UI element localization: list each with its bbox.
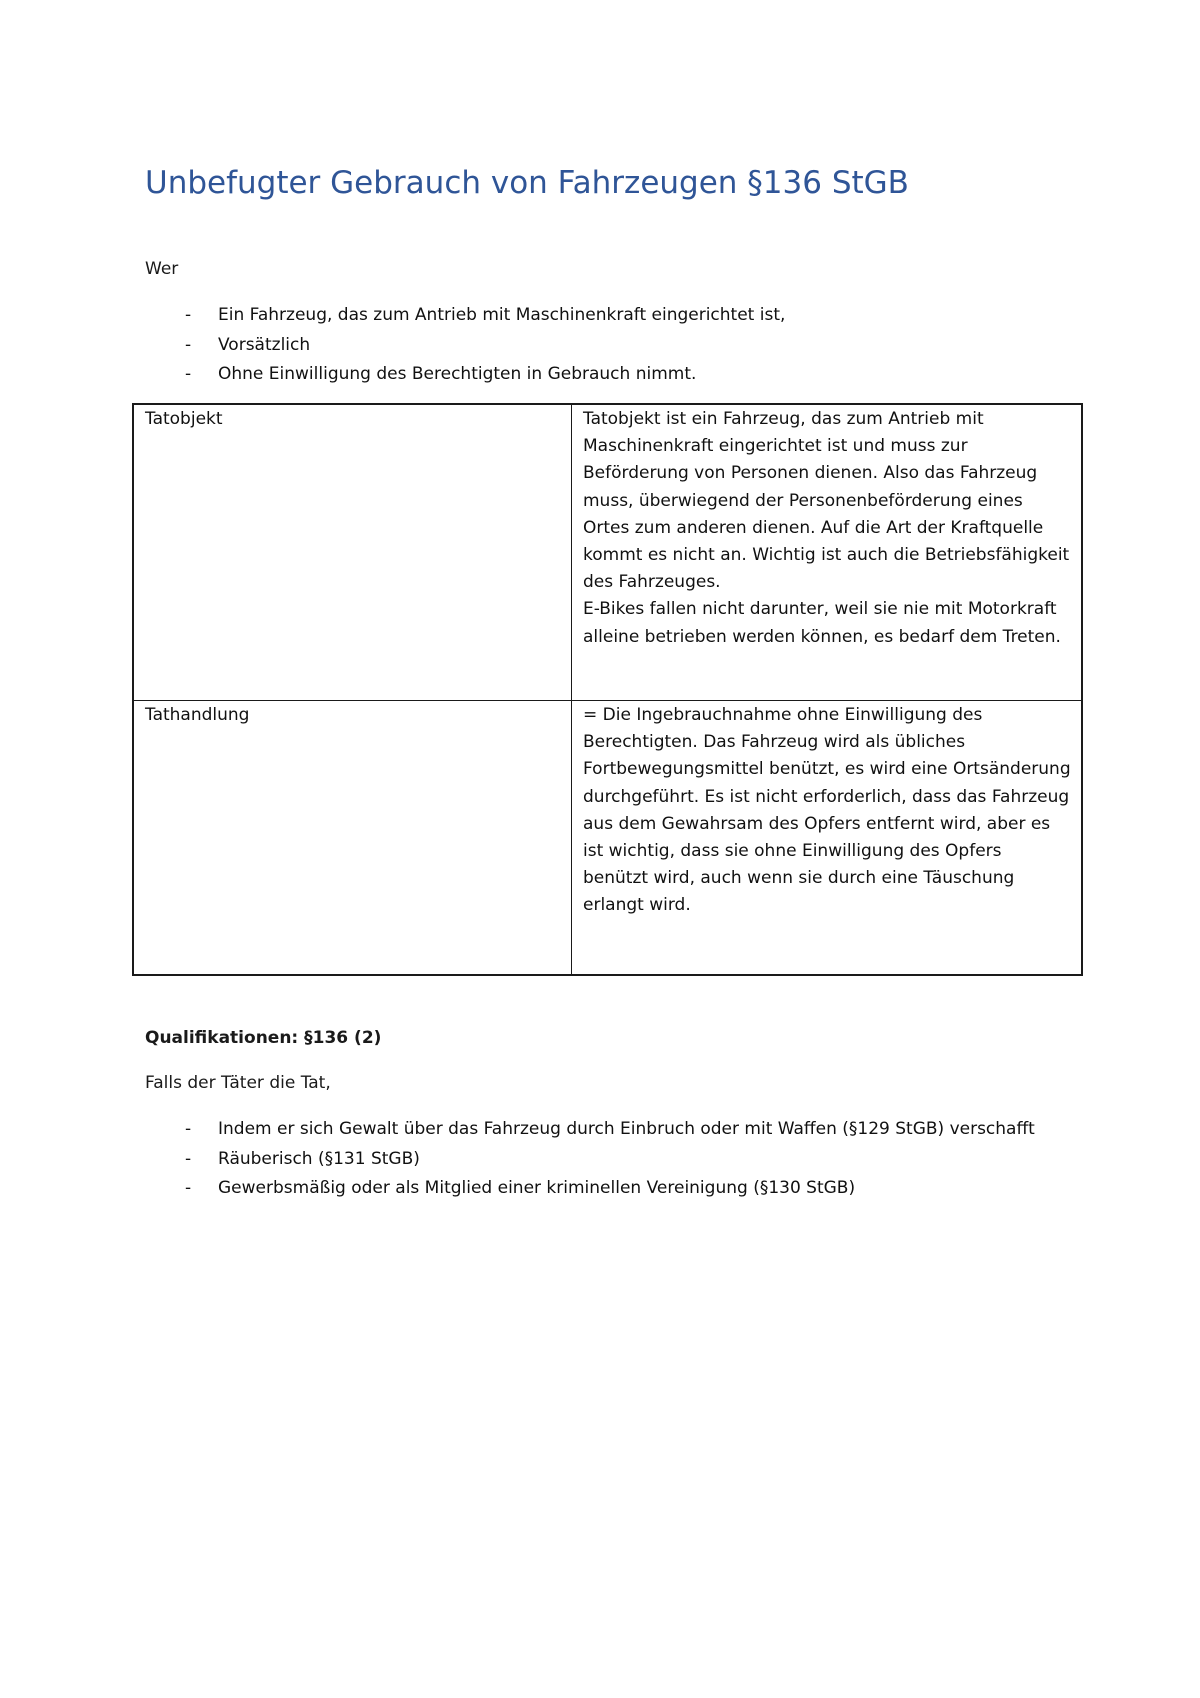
table-label-cell: Tathandlung	[133, 701, 572, 976]
list-dash: -	[185, 1119, 192, 1139]
list-dash: -	[185, 1148, 192, 1169]
list-dash: -	[185, 305, 192, 325]
cell-paragraph: Tatobjekt ist ein Fahrzeug, das zum Antrieb mit Maschinenkraft eingerichtet ist und muss zur Beförderung von Personen dienen. Also das Fahrzeug muss, überwiegend der Personenbeförderung eines Ortes zum anderen dienen. Auf die Art der Kraftquelle kommt es nicht an. Wichtig ist auch die Betriebsfähigkeit des Fahrzeuges.	[583, 409, 1070, 593]
qualifications-heading: Qualifikationen: §136 (2)	[145, 1028, 382, 1048]
falls-text: Falls der Täter die Tat,	[145, 1073, 331, 1093]
elements-list	[145, 301, 1045, 390]
list-item	[145, 360, 1045, 390]
list-item	[145, 1174, 1045, 1204]
document-title: Unbefugter Gebrauch von Fahrzeugen §136 StGB	[145, 165, 909, 201]
list-item-text: Vorsätzlich	[218, 334, 311, 355]
list-item-text: Räuberisch (§131 StGB)	[218, 1148, 420, 1169]
list-item	[145, 331, 1045, 361]
qualifications-list	[145, 1115, 1045, 1204]
cell-paragraph: E-Bikes fallen nicht darunter, weil sie nie mit Motorkraft alleine betrieben werden können, es bedarf dem Treten.	[583, 599, 1061, 647]
cell-paragraph: = Die Ingebrauchnahme ohne Einwilligung des Berechtigten. Das Fahrzeug wird als übliches Fortbewegungsmittel benützt, es wird eine Ortsänderung durchgeführt. Es ist nicht erforderlich, dass das Fahrzeug aus dem Gewahrsam des Opfers entfernt wird, aber es ist wichtig, dass sie ohne Einwilligung des Opfers benützt wird, auch wenn sie durch eine Täuschung erlangt wird.	[583, 705, 1071, 916]
list-dash: -	[185, 334, 192, 355]
list-item-text: Indem er sich Gewalt über das Fahrzeug durch Einbruch oder mit Waffen (§129 StGB) verschafft	[218, 1119, 1035, 1139]
offense-table	[132, 403, 1083, 976]
list-item	[145, 1115, 1045, 1145]
list-item-text: Ein Fahrzeug, das zum Antrieb mit Maschinenkraft eingerichtet ist,	[218, 305, 786, 325]
table-label-cell: Tatobjekt	[133, 404, 572, 701]
table-row	[133, 404, 1082, 701]
table-content-cell	[572, 404, 1083, 701]
list-item-text: Gewerbsmäßig oder als Mitglied einer kriminellen Vereinigung (§130 StGB)	[218, 1178, 856, 1198]
list-item-text: Ohne Einwilligung des Berechtigten in Gebrauch nimmt.	[218, 364, 697, 384]
intro-text: Wer	[145, 259, 179, 279]
table-row	[133, 701, 1082, 976]
list-dash: -	[185, 1178, 192, 1198]
list-item	[145, 301, 1045, 331]
list-dash: -	[185, 364, 192, 384]
list-item	[145, 1145, 1045, 1175]
table-content-cell	[572, 701, 1083, 976]
